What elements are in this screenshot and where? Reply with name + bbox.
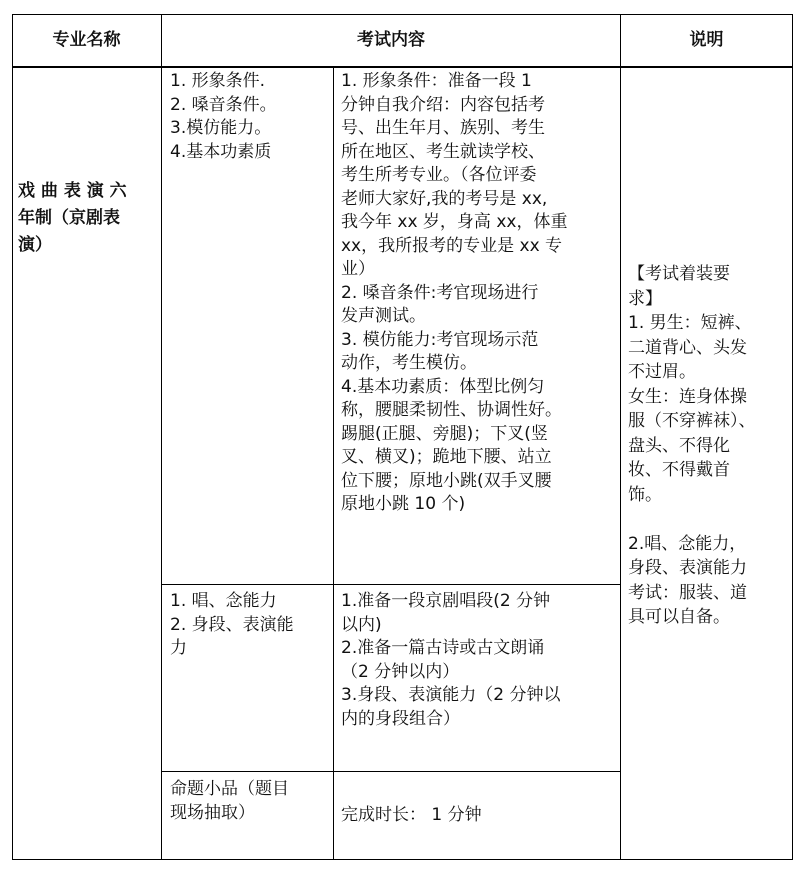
notes-line: 考试：服装、道 [628, 582, 747, 603]
col-divider-1 [161, 14, 162, 860]
detail-line: 叉、横叉)；跪地下腰、站立 [341, 447, 552, 467]
major-name-line: 年制（京剧表 [18, 208, 120, 228]
detail-line: 2. 嗓音条件:考官现场进行 [341, 282, 539, 303]
detail-line: 分钟自我介绍：内容包括考 [341, 94, 545, 115]
notes-line: 二道背心、头发 [628, 337, 747, 358]
row1-details [341, 70, 619, 517]
table-border-bottom [12, 859, 793, 860]
header-major: 专业名称 [52, 29, 121, 50]
notes-line: 不过眉。 [628, 362, 696, 382]
detail-line: 1. 形象条件：准备一段 1 [341, 71, 532, 91]
detail-line: 完成时长： 1 分钟 [341, 805, 482, 825]
item-line: 1. 形象条件. [170, 71, 266, 91]
detail-line: 2.准备一篇古诗或古文朗诵 [341, 638, 545, 658]
detail-line: 1.准备一段京剧唱段(2 分钟 [341, 591, 551, 611]
notes-line: 1. 男生：短裤、 [628, 313, 752, 333]
row3-details [341, 804, 619, 828]
row-divider-1 [161, 584, 620, 585]
notes-line: 2.唱、念能力， [628, 533, 747, 554]
row2-details [341, 590, 619, 731]
item-line: 现场抽取） [170, 802, 255, 823]
detail-line: 内的身段组合） [341, 708, 460, 729]
detail-line: 动作，考生模仿。 [341, 353, 477, 373]
detail-line: 3.身段、表演能力（2 分钟以 [341, 685, 561, 705]
major-name-line: 戏 曲 表 演 六 [18, 181, 127, 201]
col-divider-3 [620, 14, 621, 860]
row2-items [170, 590, 330, 661]
detail-line: 3. 模仿能力:考官现场示范 [341, 329, 539, 350]
major-name [18, 178, 160, 259]
header-notes: 说明 [689, 29, 724, 50]
item-line: 2. 身段、表演能 [170, 614, 294, 635]
notes-line: 服（不穿裤袜）、 [628, 411, 756, 431]
notes-line: 女生：连身体操 [628, 386, 747, 407]
detail-line: 所在地区、考生就读学校、 [341, 141, 545, 162]
item-line: 力 [170, 638, 187, 658]
detail-line: 称，腰腿柔韧性、协调性好。 [341, 400, 562, 420]
row1-items [170, 70, 330, 164]
header-divider [12, 66, 793, 68]
detail-line: 踢腿(正腿、旁腿)；下叉(竖 [341, 423, 548, 444]
item-line: 1. 唱、念能力 [170, 591, 277, 611]
table-border-left [12, 14, 13, 860]
notes-line: 盘头、不得化 [628, 435, 730, 456]
item-line: 3.模仿能力。 [170, 118, 272, 138]
item-line: 2. 嗓音条件。 [170, 94, 277, 115]
detail-line: xx，我所报考的专业是 xx 专 [341, 235, 563, 256]
notes-line: 妆、不得戴首 [628, 460, 730, 480]
header-content: 考试内容 [357, 29, 425, 50]
detail-line: 我今年 xx 岁，身高 xx，体重 [341, 212, 568, 232]
detail-line: 原地小跳 10 个) [341, 494, 466, 514]
item-line: 4.基本功素质 [170, 141, 272, 162]
detail-line: 位下腰；原地小跳(双手叉腰 [341, 470, 552, 491]
detail-line: （2 分钟以内） [341, 661, 460, 682]
row-divider-2 [161, 771, 620, 772]
table-border-right [792, 14, 793, 860]
notes [628, 262, 792, 630]
detail-line: 考生所考专业。（各位评委 [341, 165, 537, 185]
notes-line: 具可以自备。 [628, 607, 730, 627]
row3-items [170, 778, 330, 825]
detail-line: 4.基本功素质：体型比例匀 [341, 376, 545, 397]
major-name-line: 演） [18, 235, 52, 255]
detail-line: 业） [341, 259, 375, 279]
notes-line [628, 507, 792, 532]
notes-line: 求】 [628, 288, 662, 309]
detail-line: 号、出生年月、族别、考生 [341, 118, 545, 138]
col-divider-2 [333, 67, 334, 860]
detail-line: 发声测试。 [341, 306, 426, 326]
detail-line: 老师大家好,我的考号是 xx, [341, 188, 548, 209]
notes-line: 【考试着装要 [628, 264, 730, 284]
item-line: 命题小品（题目 [170, 779, 289, 799]
detail-line: 以内) [341, 614, 382, 635]
notes-line: 饰。 [628, 484, 662, 505]
notes-line: 身段、表演能力 [628, 558, 747, 578]
